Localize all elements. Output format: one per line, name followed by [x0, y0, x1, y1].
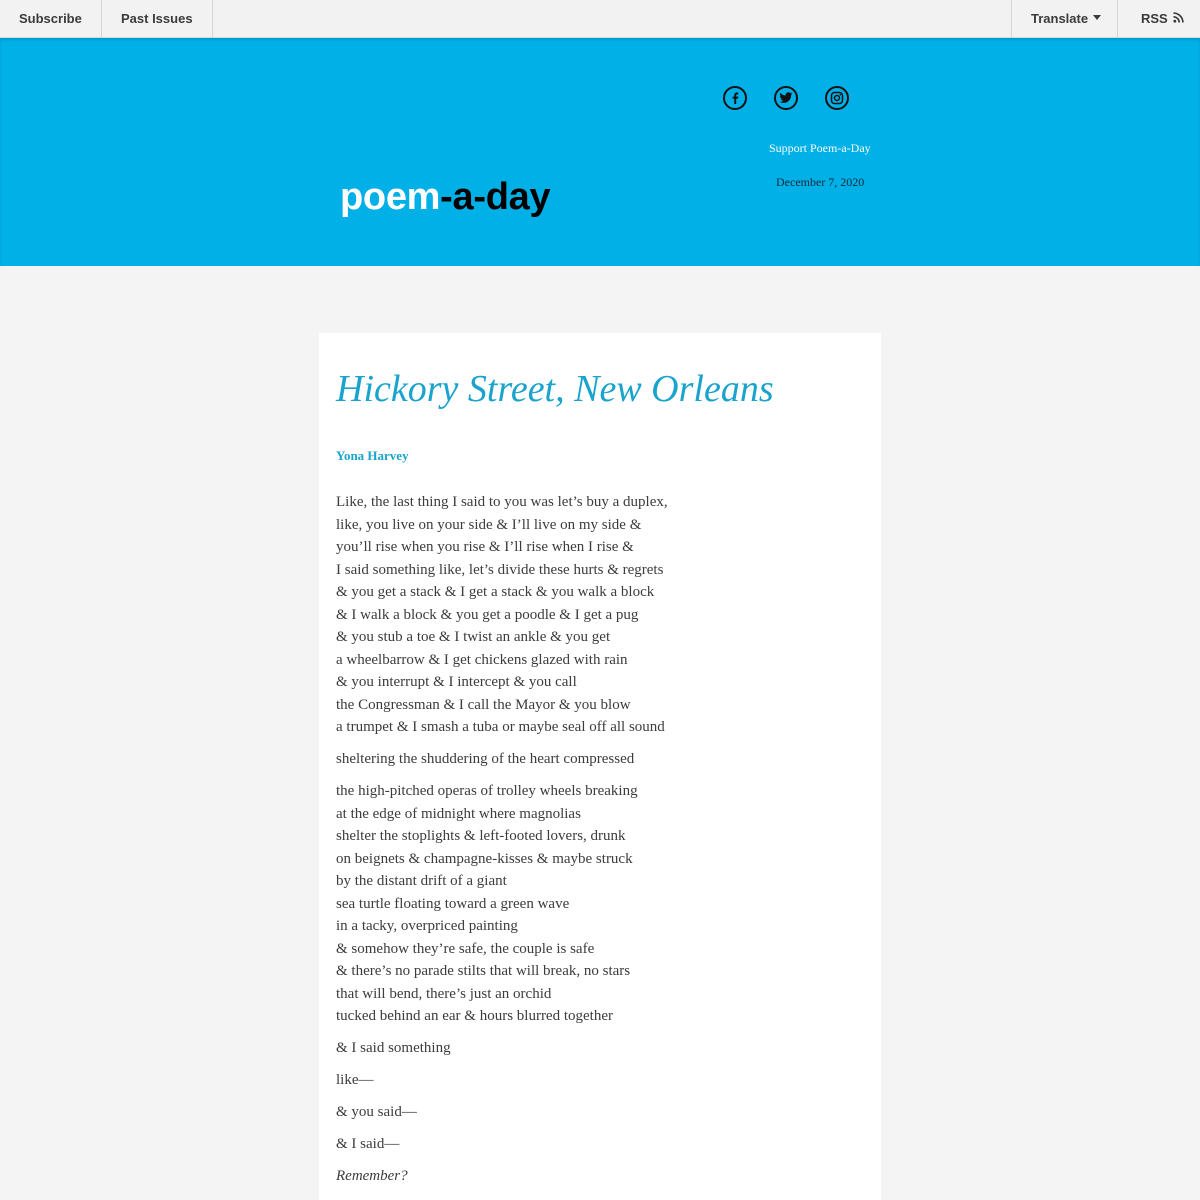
poem-line: & I walk a block & you get a poodle & I get a pug: [336, 606, 639, 623]
poem-line: like, you live on your side & I’ll live on my side &: [336, 516, 642, 533]
poem-line: a trumpet & I smash a tuba or maybe seal off all sound: [336, 719, 665, 735]
poem-line: at the edge of midnight where magnolias: [336, 805, 581, 822]
stanza-5: [336, 1069, 864, 1092]
poem-line: sea turtle floating toward a green wave: [336, 895, 570, 912]
poem-line: & I said—: [336, 1136, 400, 1152]
poem-line: in a tacky, overpriced painting: [336, 918, 518, 934]
logo-part-a-day: -a-day: [440, 176, 551, 218]
past-issues-link[interactable]: [102, 0, 213, 37]
stanza-8: [336, 1165, 864, 1188]
translate-label: Translate: [1031, 11, 1089, 26]
poem-line: like—: [336, 1072, 374, 1088]
instagram-icon: [830, 91, 844, 105]
poem-line: & you interrupt & I intercept & you call: [336, 674, 577, 690]
support-poem-a-day-link[interactable]: Support Poem-a-Day: [769, 141, 871, 155]
poem-line: shelter the stoplights & left-footed lovers, drunk: [336, 828, 626, 844]
stanza-4: [336, 1037, 864, 1060]
logo-part-poem: poem: [340, 176, 441, 218]
poem-line: & I said something: [336, 1040, 451, 1056]
facebook-icon: [729, 91, 741, 105]
issue-date: December 7, 2020: [776, 175, 865, 189]
stanza-7: [336, 1133, 864, 1156]
poem-author-link[interactable]: Yona Harvey: [336, 448, 409, 463]
poem-line: sheltering the shuddering of the heart compressed: [336, 751, 635, 767]
stanza-3: [336, 780, 864, 1028]
translate-dropdown[interactable]: [1011, 0, 1117, 37]
poem-line: on beignets & champagne-kisses & maybe struck: [336, 850, 633, 867]
poem-line: & you stub a toe & I twist an ankle & you get: [336, 629, 611, 645]
instagram-button[interactable]: [825, 86, 849, 110]
site-header: [0, 38, 1200, 266]
subscribe-link[interactable]: [0, 0, 102, 37]
topbar-right-group: [1011, 0, 1200, 37]
poem-line: the high-pitched operas of trolley wheels breaking: [336, 783, 638, 799]
social-links: [723, 86, 849, 110]
poem-title: Hickory Street, New Orleans: [336, 368, 774, 410]
poem-line: Like, the last thing I said to you was let’s buy a duplex,: [336, 494, 668, 510]
facebook-button[interactable]: [723, 86, 747, 110]
poem-line: you’ll rise when you rise & I’ll rise when I rise &: [336, 539, 634, 555]
rss-label: RSS: [1141, 11, 1168, 26]
poem-line: tucked behind an ear & hours blurred together: [336, 1008, 613, 1024]
twitter-button[interactable]: [774, 86, 798, 110]
poem-line: by the distant drift of a giant: [336, 873, 507, 889]
stanza-6: [336, 1101, 864, 1124]
topbar-left-group: [0, 0, 213, 37]
subscribe-label: Subscribe: [19, 11, 82, 26]
poem-line: I said something like, let’s divide these hurts & regrets: [336, 561, 664, 578]
poem-card: [319, 333, 881, 1200]
rss-link[interactable]: [1117, 0, 1200, 37]
poem-line-italic: Remember?: [336, 1168, 408, 1184]
top-navigation-bar: [0, 0, 1200, 38]
poem-line: the Congressman & I call the Mayor & you blow: [336, 696, 631, 713]
poem-body: [336, 491, 864, 1188]
poem-line: that will bend, there’s just an orchid: [336, 985, 552, 1002]
poem-line: & there’s no parade stilts that will break, no stars: [336, 963, 631, 979]
poem-line: a wheelbarrow & I get chickens glazed with rain: [336, 651, 628, 668]
poem-line: & you said—: [336, 1104, 417, 1120]
stanza-1: [336, 491, 864, 739]
poem-line: & you get a stack & I get a stack & you walk a block: [336, 584, 655, 600]
poem-line: & somehow they’re safe, the couple is safe: [336, 940, 595, 957]
past-issues-label: Past Issues: [121, 11, 193, 26]
twitter-icon: [779, 92, 793, 104]
stanza-2: [336, 748, 864, 771]
caret-down-icon: [1093, 15, 1101, 20]
site-logo[interactable]: [340, 175, 550, 219]
rss-icon: [1173, 12, 1184, 23]
